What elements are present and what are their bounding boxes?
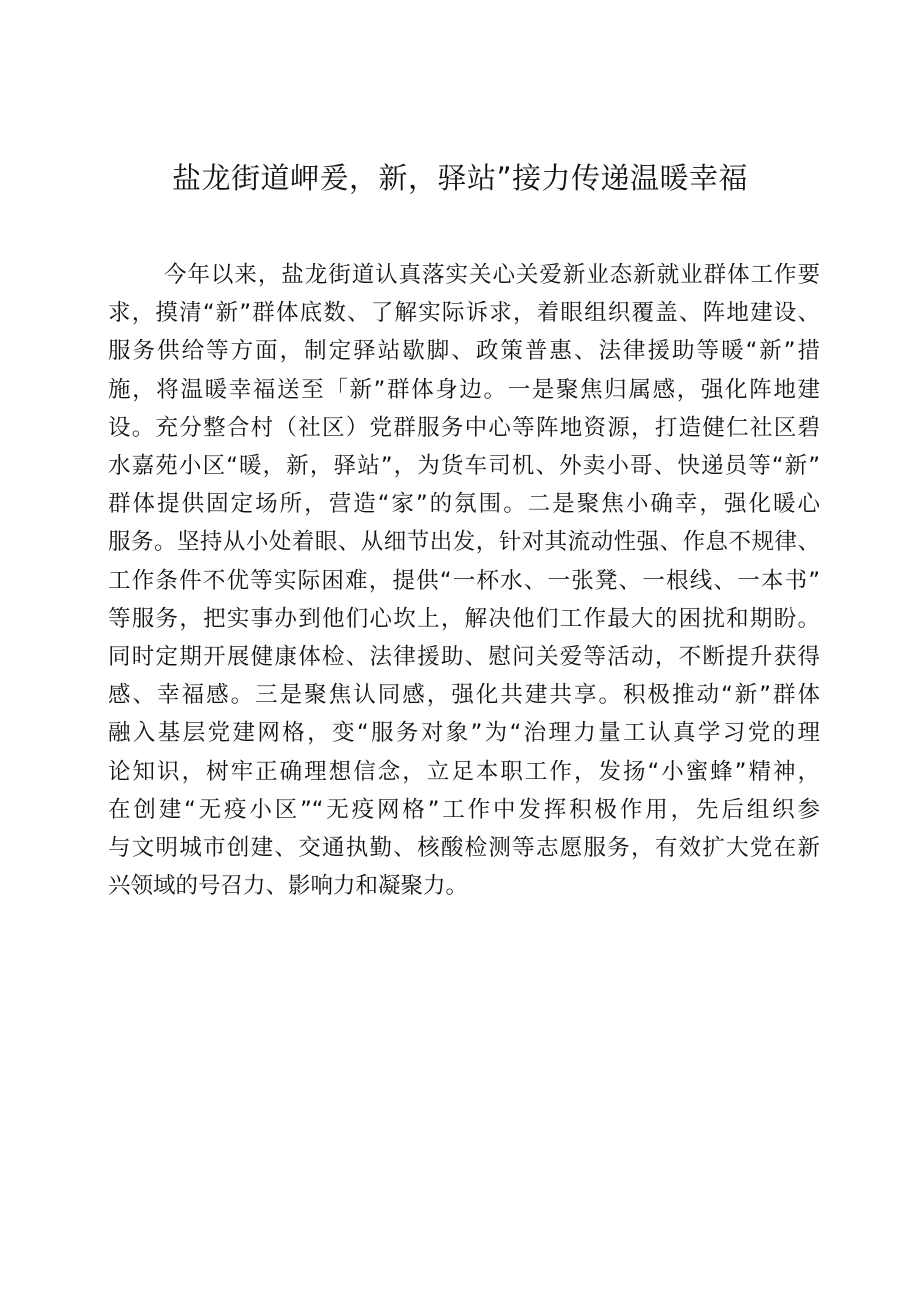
- paragraph-line: 今年以来，盐龙街道认真落实关心关爱新业态新就业群体工作要: [164, 262, 820, 288]
- paragraph-line: 工作条件不优等实际困难，提供“一杯水、一张凳、一根线、一本书”: [108, 567, 820, 594]
- paragraph-line: 服务。坚持从小处着眼、从细节出发，针对其流动性强、作息不规律、: [108, 529, 820, 556]
- paragraph-line: 融入基层党建网格，变“服务对象”为“治理力量工认真学习党的理: [108, 720, 820, 747]
- paragraph-line: 施，将温暖幸福送至「新”群体身边。一是聚焦归属感，强化阵地建: [108, 376, 820, 403]
- paragraph-line: 设。充分整合村（社区）党群服务中心等阵地资源，打造健仁社区碧: [108, 414, 820, 441]
- paragraph-line: 在创建“无疫小区”“无疫网格”工作中发挥积极作用，先后组织参: [108, 796, 820, 823]
- body-paragraph: [108, 256, 820, 905]
- paragraph-line: 群体提供固定场所，营造“家”的氛围。二是聚焦小确幸，强化暖心: [108, 491, 820, 518]
- paragraph-line: 论知识，树牢正确理想信念，立足本职工作，发扬“小蜜蜂”精神，: [108, 758, 820, 785]
- paragraph-line: 感、幸福感。三是聚焦认同感，强化共建共享。积极推动“新”群体: [108, 682, 820, 709]
- paragraph-line: 水嘉苑小区“暖，新，驿站”，为货车司机、外卖小哥、快递员等“新”: [108, 453, 820, 480]
- paragraph-line: 服务供给等方面，制定驿站歇脚、政策普惠、法律援助等暖“新”措: [108, 338, 820, 365]
- paragraph-line: 与文明城市创建、交通执勤、核酸检测等志愿服务，有效扩大党在新: [108, 835, 820, 862]
- paragraph-line: 等服务，把实事办到他们心坎上，解决他们工作最大的困扰和期盼。: [108, 605, 820, 632]
- paragraph-line: 求，摸清“新”群体底数、了解实际诉求，着眼组织覆盖、阵地建设、: [108, 300, 820, 327]
- paragraph-line: 兴领域的号召力、影响力和凝聚力。: [108, 873, 469, 900]
- page-title: 盐龙街道岬爰，新，驿站”接力传递温暖幸福: [171, 161, 749, 195]
- paragraph-line: 同时定期开展健康体检、法律援助、慰问关爱等活动，不断提升获得: [108, 644, 820, 671]
